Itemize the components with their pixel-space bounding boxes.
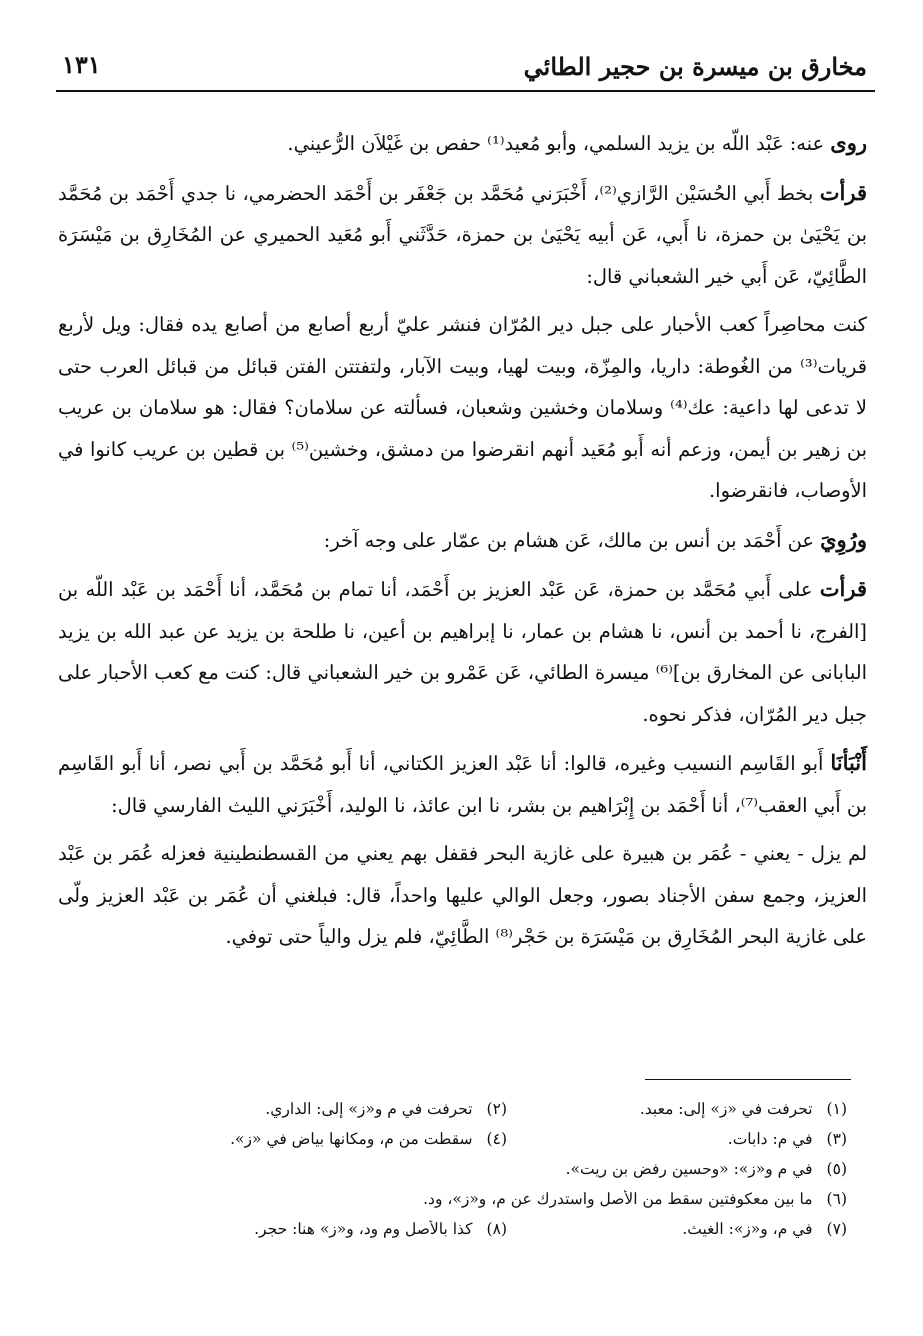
footnotes [70, 1094, 847, 1244]
paragraph-text: على أَبي مُحَمَّد بن حمزة، عَن عَبْد العزيز بن أَحْمَد، أنا تمام بن مُحَمَّد، أنا أَحْمَد بن عَبْد اللّه بن [الفرج، نا أحمد بن أنس، نا هشام بن عمار، نا إبراهيم بن أعين، نا طلحة بن يزيد عن عبد الله بن يزيد البابانى عن المخارق بن]⁽⁶⁾ ميسرة الطائي، عَن عَمْرو بن خير الشعباني قال: كنت مع كعب الأحبار على جبل دير المُرّان، فذكر نحوه. [58, 578, 867, 726]
footnote-number: (٢) [486, 1100, 507, 1118]
page-number: ١٣١ [62, 50, 101, 79]
footnote-row [70, 1094, 847, 1124]
paragraph-lead: قرأت [819, 179, 867, 205]
paragraph-text: أَبو القَاسِم النسيب وغيره، قالوا: أنا عَبْد العزيز الكتاني، أنا أَبو مُحَمَّد بن أَبي نصر، أنا أَبو القَاسِم بن أَبي العقب⁽⁷⁾، أنا أَحْمَد بن إِبْرَاهيم بن بشر، نا ابن عائذ، نا الوليد، أَخْبَرَني الليث الفارسي قال: [58, 752, 867, 817]
page-header [56, 46, 875, 92]
footnote-text: تحرفت في م و«ز» إلى: الداري. [265, 1100, 473, 1118]
paragraph [58, 833, 867, 958]
footnote [167, 1130, 507, 1148]
footnote-number: (٥) [826, 1160, 847, 1178]
paragraph [58, 519, 867, 562]
footnote-text: كذا بالأصل وم ود، و«ز» هنا: حجر. [254, 1220, 473, 1238]
footnote-text: في م و«ز»: «وحسين رفض بن ريت». [565, 1160, 813, 1178]
footnote-text: في م، و«ز»: الغيث. [682, 1220, 813, 1238]
footnote-number: (١) [826, 1100, 847, 1118]
footnote-text: سقطت من م، ومكانها بياض في «ز». [230, 1130, 473, 1148]
paragraph-text: عنه: عَبْد اللّه بن يزيد السلمي، وأبو مُعيد⁽¹⁾ حفص بن غَيْلاَن الرُّعيني. [287, 132, 831, 155]
footnote-number: (٤) [486, 1130, 507, 1148]
paragraph-lead: أَنْبَأنَا [830, 750, 867, 775]
footnote-divider [645, 1079, 851, 1080]
paragraph-text: كنت محاصِراً كعب الأحبار على جبل دير المُرّان فنشر عليّ أربع أصابع من أصابع يده فقال: ويل لأربع قريات⁽³⁾ من الغُوطة: داريا، والمِزّة، وبيت لهيا، وبيت الآبار، ولتفتتن الفتن قبائل من قبائل العرب حتى لا تدعى لها داعية: عك⁽⁴⁾ وسلامان وخشين وشعبان، فسألته عن سلامان؟ فقال: هو سلامان بن عريب بن زهير بن أيمن، وزعم أنه أَبو مُعَيد أنهم انقرضوا من دمشق، وخشين⁽⁵⁾ بن قطين بن عريب كانوا في الأوصاب، فانقرضوا. [58, 313, 867, 502]
footnote-number: (٧) [826, 1220, 847, 1238]
footnote-text: تحرفت في «ز» إلى: معبد. [639, 1100, 813, 1118]
paragraph-text: لم يزل - يعني - عُمَر بن هبيرة على غازية البحر فقفل بهم يعني من القسطنطينية فعزله عُمَر بن عَبْد العزيز، وجمع سفن الأجناد بصور، وجعل الوالي عليها واحداً، قال: فبلغني أن عُمَر بن عَبْد العزيز ولّى على غازية البحر المُخَارِق بن مَيْسَرَة بن حَجْر⁽⁸⁾ الطَّائِيّ، فلم يزل والياً حتى توفي. [58, 842, 867, 948]
paragraph-text: عن أَحْمَد بن أنس بن مالك، عَن هشام بن عمّار على وجه آخر: [323, 528, 821, 552]
footnote [507, 1100, 847, 1118]
paragraph [58, 122, 867, 165]
footnote [507, 1220, 847, 1238]
footnote-number: (٣) [826, 1130, 847, 1148]
main-text [58, 122, 867, 958]
footnote [507, 1130, 847, 1148]
footnote-row [70, 1124, 847, 1154]
footnote [167, 1220, 507, 1238]
paragraph [58, 304, 867, 512]
paragraph [58, 172, 867, 298]
footnote-row [70, 1154, 847, 1184]
footnote [566, 1160, 847, 1178]
paragraph-lead: ورُوِيَ [820, 526, 867, 552]
footnote [423, 1190, 847, 1208]
paragraph-lead: قرأت [819, 576, 867, 601]
paragraph [58, 568, 867, 735]
footnote-number: (٦) [826, 1190, 847, 1208]
paragraph [58, 742, 867, 826]
running-title: مخارق بن ميسرة بن حجير الطائي [523, 52, 867, 81]
footnote [167, 1100, 507, 1118]
footnote-row [70, 1184, 847, 1214]
footnote-text: ما بين معكوفتين سقط من الأصل واستدرك عن م، و«ز»، ود. [423, 1190, 813, 1208]
footnote-row [70, 1214, 847, 1244]
footnote-number: (٨) [486, 1220, 507, 1238]
footnote-text: في م: دابات. [727, 1130, 813, 1148]
paragraph-text: بخط أَبي الحُسَيْن الرَّازي⁽²⁾، أَخْبَرَني مُحَمَّد بن جَعْفَر بن أَحْمَد الحضرمي، نا جدي أَحْمَد بن مُحَمَّد بن يَحْيَىٰ بن حمزة، نا أَبي، عَن أبيه يَحْيَىٰ بن حمزة، حَدَّثَني أَبو مُعَيد الحميري عن المُخَارِق بن مَيْسَرَة الطَّائِيّ، عَن أَبي خير الشعباني قال: [58, 181, 867, 288]
paragraph-lead: روى [830, 130, 867, 155]
